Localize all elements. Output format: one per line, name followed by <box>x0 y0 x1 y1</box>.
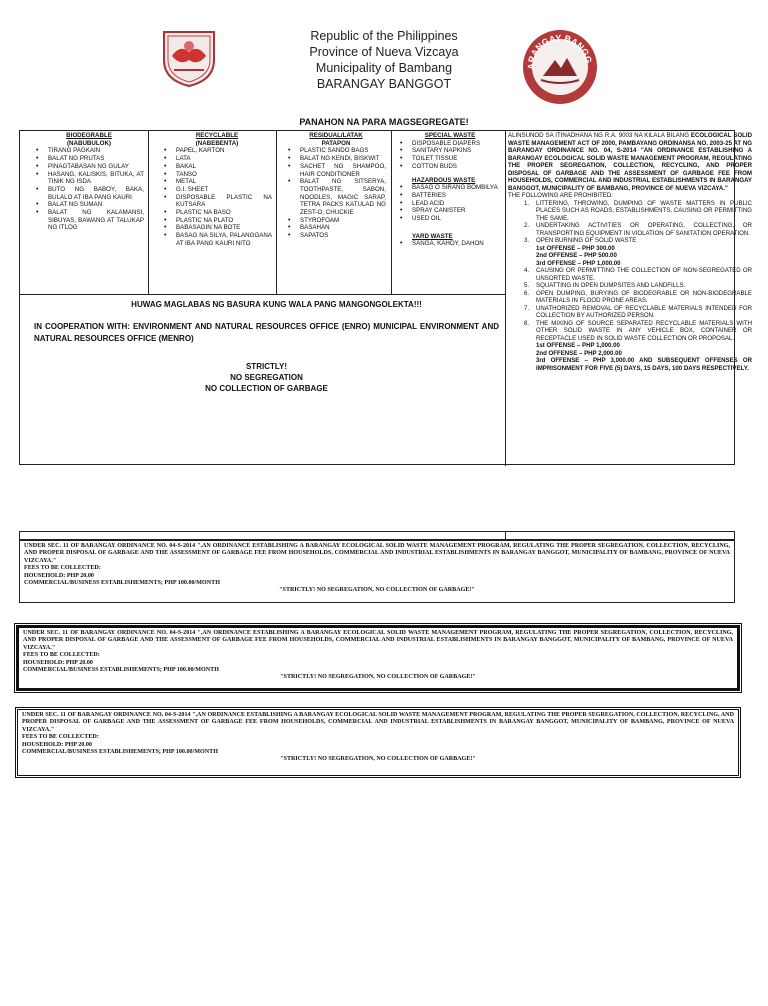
header-line-province: Province of Nueva Vizcaya <box>309 45 459 59</box>
offense-line: 1st OFFENSE – PHP 1,000.00 <box>536 342 620 349</box>
law-intro <box>508 132 752 192</box>
law-intro-plain: ALINSUNOD SA ITINADHANA NG R.A. 9003 NA KILALA BILANG <box>508 132 689 139</box>
special-waste-title: SPECIAL WASTE <box>424 132 476 139</box>
ordinance-text: UNDER SEC. 11 OF BARANGAY ORDINANCE NO. 04-S-2014 ",AN ORDINANCE ESTABLISHING A BARANGAY ECOLOGICAL SOLID WASTE MANAGEMENT PROGRAM, REGULATING THE PROPER SEGREGATION, COLLECTION, RECYCLING, AND PROPER DISPOSAL OF GARBAGE AND THE ASSESSMENT OF GARBAGE FEE FROM HOUSEHOLDS, COMMERCIAL AND INDUSTRIAL ESTABLISHMENTS IN BARANGAY BANGGOT, MUNICIPALITY OF BAMBANG, PROVINCE OF NUEVA VIZCAYA." <box>24 543 730 564</box>
list-item: • SANITARY NAPKINS <box>398 147 502 155</box>
prohibited-item: 6. OPEN DUMPING, BURYING OF BIODEGRABLE OR NON-BIODEGRABLE MATERIALS IN FLOOD PRONE AREAS. <box>524 289 752 304</box>
list-item: • BAKAL <box>162 163 272 171</box>
recyclable-column <box>162 132 272 248</box>
list-item: • PAPEL, KARTON <box>162 147 272 155</box>
recyclable-subtitle: (NABEBENTA) <box>195 139 239 147</box>
prohibited-label: THE FOLLOWING ARE PROHIBITED: <box>508 192 613 199</box>
ordinance-text: UNDER SEC. 11 OF BARANGAY ORDINANCE NO. 04-S-2014 ",AN ORDINANCE ESTABLISHING A BARANGAY ECOLOGICAL SOLID WASTE MANAGEMENT PROGRAM, REGULATING THE PROPER SEGREGATION, COLLECTION, RECYCLING, AND PROPER DISPOSAL OF GARBAGE AND THE ASSESSMENT OF GARBAGE FEE FROM HOUSEHOLDS, COMMERCIAL AND INDUSTRIAL ESTABLISHMENTS IN BARANGAY BANGGOT, MUNICIPALITY OF BAMBANG, PROVINCE OF NUEVA VIZCAYA." <box>22 712 734 733</box>
collection-notice <box>34 300 499 394</box>
list-item: • BASAG NA SILYA, PALANGGANA AT IBA PANG KAURI NITO <box>162 232 272 247</box>
cooperation-text: IN COOPERATION WITH: ENVIRONMENT AND NATURAL RESOURCES OFFICE (ENRO) MUNICIPAL ENVIRONMENT AND NATURAL RESOURCES OFFICE (MENRO) <box>34 322 499 343</box>
list-item: • TOILET TISSUE <box>398 155 502 163</box>
prohibited-item: 3. OPEN BURNING OF SOLID WASTE 1st OFFENSE – PHP 300.00 2nd OFFENSE – PHP 500.00 3rd OFFENSE – PHP 1,000.00 <box>524 237 752 267</box>
list-item: • TIRANG PAGKAIN <box>34 147 144 155</box>
list-item: • COTTON BUDS <box>398 163 502 171</box>
list-item: • BALAT NG KALAMANSI, SIBUYAS, BAWANG AT TALUKAP NG ITLOG <box>34 209 144 232</box>
list-item: • BUTO NG BABOY, BAKA, BULALO AT IBA PANG KAURI <box>34 186 144 201</box>
header-line-country: Republic of the Philippines <box>310 29 458 43</box>
ordinance-text: UNDER SEC. 11 OF BARANGAY ORDINANCE NO. 04-S-2014 ",AN ORDINANCE ESTABLISHING A BARANGAY ECOLOGICAL SOLID WASTE MANAGEMENT PROGRAM, REGULATING THE PROPER SEGREGATION, COLLECTION, RECYCLING, AND PROPER DISPOSAL OF GARBAGE AND THE ASSESSMENT OF GARBAGE FEE FROM HOUSEHOLDS, COMMERCIAL AND INDUSTRIAL ESTABLISHMENTS IN BARANGAY BANGGOT, MUNICIPALITY OF BAMBANG, PROVINCE OF NUEVA VIZCAYA." <box>23 630 733 651</box>
list-item: • PLASTIC NA BASO <box>162 209 272 217</box>
table-separator <box>19 531 735 540</box>
residual-subtitle: PATAPON <box>321 139 351 147</box>
list-item: • PLASTIC SANDO BAGS <box>286 147 386 155</box>
fees-label: FEES TO BE COLLECTED: <box>24 565 101 572</box>
offense-line: 2nd OFFENSE – PHP 500.00 <box>536 252 617 259</box>
recyclable-title: RECYCLABLE <box>195 132 239 139</box>
law-intro-bold: ECOLOGICAL SOLID WASTE MANAGEMENT ACT OF 2000, PAMBAYANG ORDINANSA NO. 2003-25 AT NG BARANGAY ORDINANCE NO. 04, S-2014 "AN ORDINANCE ESTABLISHING A BARANGAY ECOLOGICAL SOLID WASTE MANAGEMENT PROGRAM, REGULATING THE PROPER SEGREGATION, COLLECTION, RECYCLING, AND PROPER DISPOSAL OF GARBAGE AND THE ASSESSMENT OF GARBAGE FEE FROM HOUSEHOLDS, COMMERCIAL AND INDUSTRIAL ESTABLISHMENTS IN BARANGAY BANGGOT, MUNICIPALITY OF BAMBANG, PROVINCE OF NUEVA VIZCAYA." <box>508 132 752 192</box>
list-item: • DISPOSABLE PLASTIC NA KUTSARA <box>162 194 272 209</box>
barangay-seal-logo <box>521 28 599 106</box>
list-item: • BATTERIES <box>398 192 502 200</box>
prohibited-item: 2. UNDERTAKING ACTIVITIES OR OPERATING, COLLECTING, OR TRANSPORTING EQUIPMENT IN VIOLATION OF SANITATION OPERATION. <box>524 222 752 237</box>
biodegradable-column <box>34 132 144 232</box>
biodegradable-subtitle: (NABUBULOK) <box>67 139 111 147</box>
list-item: • BALAT NG PRUTAS <box>34 155 144 163</box>
list-item: • G.I. SHEET <box>162 186 272 194</box>
header-line-municipality: Municipality of Bambang <box>315 61 453 75</box>
offense-line: 3rd OFFENSE – PHP 3,000.00 AND SUBSEQUENT OFFENSES OR IMPRISONMENT FOR FIVE (5) DAYS, 15 DAYS, 100 DAYS RESPECTIVELY. <box>536 357 752 372</box>
fees-label: FEES TO BE COLLECTED: <box>22 734 99 741</box>
fee-tagline: "STRICTLY! NO SEGREGATION, NO COLLECTION OF GARBAGE!" <box>280 756 476 763</box>
commercial-fee: COMMERCIAL/BUSINESS ESTABLISHEMENTS; PHP 100.00/MONTH <box>22 749 218 756</box>
list-item: • TANSO <box>162 171 272 179</box>
list-item: • BASAG O SIRANG BOMBILYA <box>398 184 502 192</box>
fee-notice-box <box>19 540 735 603</box>
list-item: • HASANG, KALISKIS, BITUKA, AT TINIK NG ISDA <box>34 171 144 186</box>
fee-tagline: "STRICTLY! NO SEGREGATION, NO COLLECTION OF GARBAGE!" <box>279 587 475 594</box>
warning-text: HUWAG MAGLABAS NG BASURA KUNG WALA PANG MANGONGOLEKTA!!! <box>131 300 422 309</box>
prohibited-acts-section <box>508 132 752 372</box>
list-item: • SACHET NG SHAMPOO, HAIR CONDITIONER <box>286 163 386 178</box>
strict-notice <box>34 361 499 394</box>
prohibited-item: 7. UNATHORIZED REMOVAL OF RECYCLABLE MATERIALS INTENDED FOR COLLECTION BY AUTHORIZED PERSON. <box>524 304 752 319</box>
yard-waste-title: YARD WASTE <box>412 232 453 240</box>
strictly-label: STRICTLY! <box>245 362 288 371</box>
segregate-banner: PANAHON NA PARA MAGSEGREGATE! <box>299 117 469 127</box>
list-item: • SPRAY CANISTER <box>398 207 502 215</box>
document-header <box>260 28 508 92</box>
segregation-table <box>19 130 752 465</box>
municipal-seal-logo <box>160 26 218 88</box>
list-item: • BALAT NG SITSERYA, TOOTHPASTE, SABON, NOODLES, MAGIC SARAP, TETRA PACKS KATULAD NG ZEST-O, CHUCKIE <box>286 178 386 217</box>
list-item: • PINAGTABASAN NG GULAY <box>34 163 144 171</box>
residual-column <box>286 132 386 240</box>
no-segregation-label: NO SEGREGATION <box>230 373 303 382</box>
commercial-fee: COMMERCIAL/BUSINESS ESTABLISHEMENTS; PHP 100.00/MONTH <box>23 667 219 674</box>
list-item: • BALAT NG SUMAN <box>34 201 144 209</box>
commercial-fee: COMMERCIAL/BUSINESS ESTABLISHEMENTS; PHP 100.00/MONTH <box>24 580 220 587</box>
prohibited-item: 8. THE MIXING OF SOURCE SEPARATED RECYCLABLE MATERIALS WITH OTHER SOLID WASTE IN ANY VEHICLE BOX, CONTAINER OR RECEPTACLE USED IN SOLID WASTE COLLECTION OR PROPOSAL. 1st OFFENSE – PHP 1,000.00 2nd OFFENSE – PHP 2,000.00 3rd OFFENSE – PHP 3,000.00 AND SUBSEQUENT OFFENSES OR IMPRISONMENT FOR FIVE (5) DAYS, 15 DAYS, 100 DAYS RESPECTIVELY. <box>524 319 752 372</box>
hazardous-waste-title: HAZARDOUS WASTE <box>412 176 476 184</box>
header-line-barangay: BARANGAY BANGGOT <box>316 77 452 91</box>
biodegradable-title: BIODEGRABLE <box>66 132 112 139</box>
offense-line: 2nd OFFENSE – PHP 2,000.00 <box>536 349 622 357</box>
prohibited-item: 4. CAUSING OR PERMITTING THE COLLECTION OF NON-SEGREGATED OR UNSORTED WASTE. <box>524 267 752 282</box>
list-item: • METAL <box>162 178 272 186</box>
list-item: • LATA <box>162 155 272 163</box>
prohibited-item: 5. SQUATTING IN OPEN DUMPSITES AND LANDFILLS. <box>524 282 686 289</box>
fee-notice-box <box>16 625 740 691</box>
offense-line: 1st OFFENSE – PHP 300.00 <box>536 244 615 252</box>
household-fee: HOUSEHOLD: PHP 20.00 <box>24 572 94 579</box>
fee-tagline: "STRICTLY! NO SEGREGATION, NO COLLECTION OF GARBAGE!" <box>280 674 476 681</box>
offense-line: 3rd OFFENSE – PHP 1,000.00 <box>536 259 621 267</box>
prohibited-item: 1. LITTERING, THROWING, DUMPING OF WASTE MATTERS IN PUBLIC PLACES SUCH AS ROADS, ESTABLISHMENTS, CAUSING OR PERMITTING THE SAME. <box>524 199 752 222</box>
list-item: • SANGA, KAHOY, DAHON <box>398 240 502 248</box>
fee-notice-box <box>17 709 739 776</box>
list-item: • BASAHAN <box>286 224 386 232</box>
household-fee: HOUSEHOLD: PHP 20.00 <box>22 741 92 748</box>
special-waste-column <box>398 132 502 248</box>
list-item: • LEAD ACID <box>398 200 502 208</box>
list-item: • SAPATOS <box>286 232 386 240</box>
no-collection-label: NO COLLECTION OF GARBAGE <box>205 384 328 393</box>
list-item: • STYROFOAM <box>286 217 386 225</box>
fees-label: FEES TO BE COLLECTED: <box>23 652 100 659</box>
household-fee: HOUSEHOLD: PHP 20.00 <box>23 659 93 666</box>
residual-title: RESIDUAL/LATAK <box>309 132 363 139</box>
list-item: • PLASTIC NA PLATO <box>162 217 272 225</box>
list-item: • BALAT NG KENDI, BISKWIT <box>286 155 386 163</box>
seal-text: ARANGAY BANGG <box>525 32 594 70</box>
list-item: • BABASAGIN NA BOTE <box>162 224 272 232</box>
list-item: • USED OIL <box>398 215 502 223</box>
list-item: • DISPOSABLE DIAPERS <box>398 140 502 148</box>
